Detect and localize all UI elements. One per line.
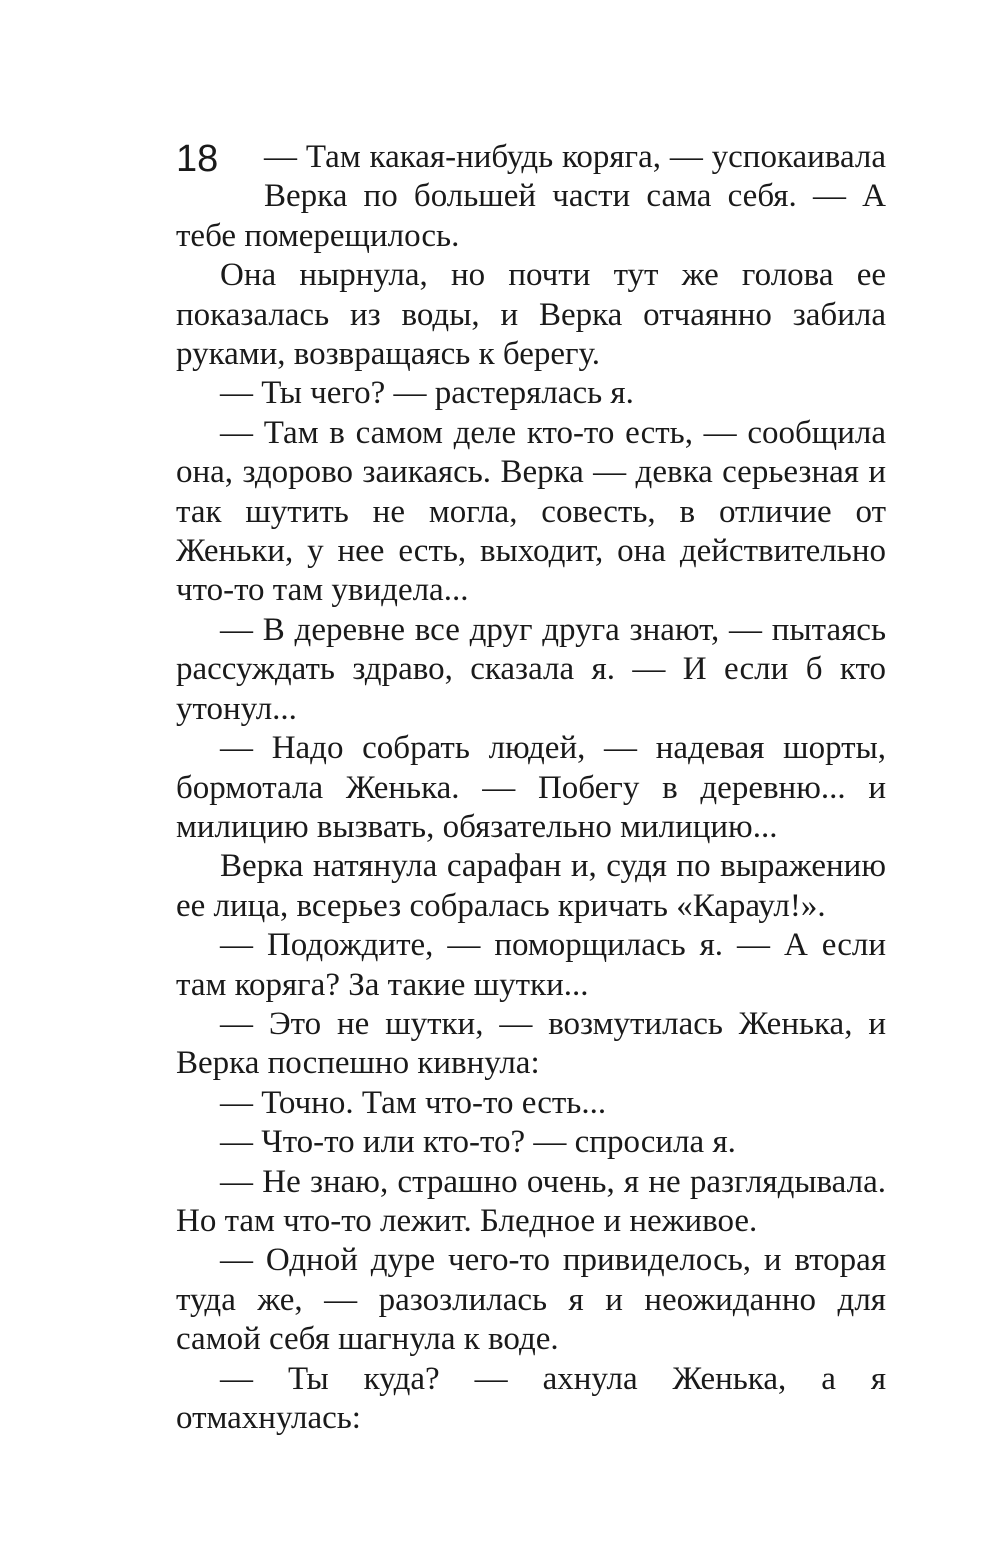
body-text <box>176 138 886 1438</box>
paragraph: — Точно. Там что-то есть... <box>220 1084 607 1121</box>
paragraph: — Одной дуре чего-то привиделось, и вторая туда же, — разозлилась я и неожиданно для самой себя шагнула к воде. <box>176 1242 886 1358</box>
paragraph: — Это не шутки, — возмутилась Женька, и Верка поспешно кивнула: <box>176 1005 886 1082</box>
paragraph: — Надо собрать людей, — надевая шорты, бормотала Женька. — Побегу в деревню... и милицию вызвать, обязательно милицию... <box>176 730 886 845</box>
paragraph: — Что-то или кто-то? — спросила я. <box>220 1124 736 1161</box>
paragraph: — В деревне все друг друга знают, — пытаясь рассуждать здраво, сказала я. — И если б кто утонул... <box>176 611 886 727</box>
paragraph: — Не знаю, страшно очень, я не разглядывала. Но там что-то лежит. Бледное и неживое. <box>176 1163 886 1239</box>
paragraph: — Ты чего? — растерялась я. <box>220 375 634 412</box>
page-number-spacer <box>176 138 264 208</box>
paragraph: — Там какая-нибудь коряга, — успокаивала Верка по большей части сама себя. — А тебе померещилось. <box>176 139 886 254</box>
paragraph: Она нырнула, но почти тут же голова ее показалась из воды, и Верка отчаянно забила руками, возвращаясь к берегу. <box>176 257 886 373</box>
paragraph: — Там в самом деле кто-то есть, — сообщила она, здорово заикаясь. Верка — девка серьезная и так шутить не могла, совесть, в отличие от Женьки, у нее есть, выходит, она действительно что-то там увидела... <box>176 414 886 609</box>
paragraph: Верка натянула сарафан и, судя по выражению ее лица, всерьез собралась кричать «Караул!». <box>176 848 886 924</box>
paragraph: — Ты куда? — ахнула Женька, а я отмахнулась: <box>176 1360 886 1436</box>
page-number: 18 <box>176 138 219 180</box>
paragraph: — Подождите, — поморщилась я. — А если там коряга? За такие шутки... <box>176 927 886 1003</box>
